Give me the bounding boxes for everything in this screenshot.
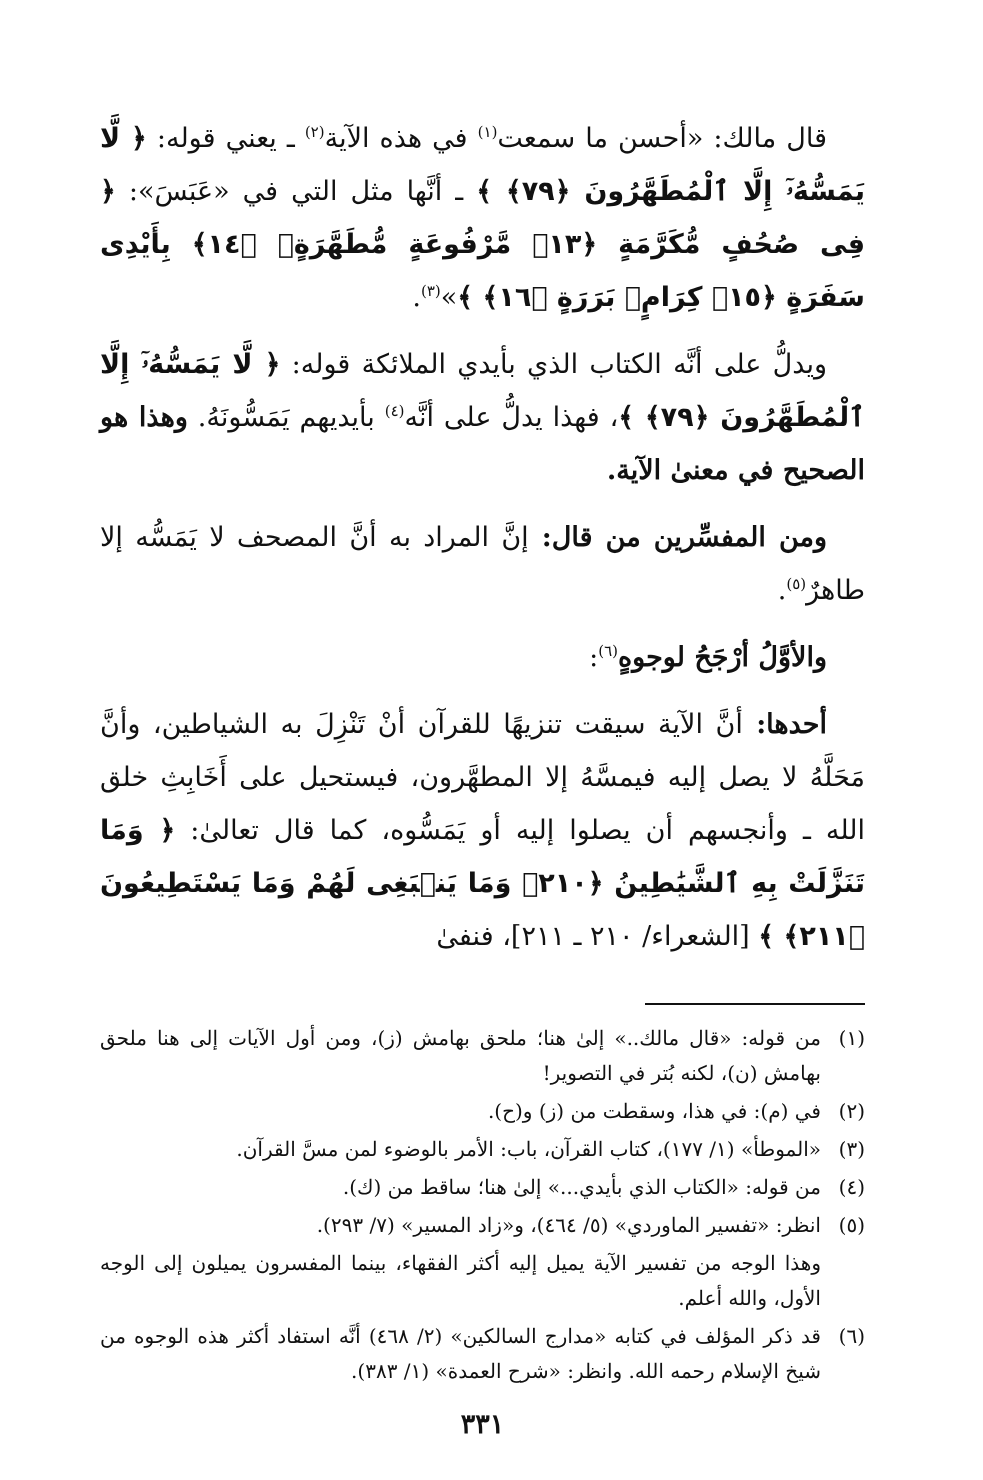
text-span: ـ أنَّها مثل التي في «عَبَسَ»:: [115, 176, 477, 207]
bold-text: والأوَّلُ أرْجَحُ لوجوهٍ: [617, 642, 827, 673]
book-page: [100, 112, 865, 1440]
footnote-ref: (٦): [598, 642, 618, 660]
text-span: .: [777, 575, 787, 606]
footnote-text: من قوله: «قال مالك..» إلىٰ هنا؛ ملحق بهامش (ز)، ومن أول الآيات إلى هنا ملحق بهامش (ن)، لكنه بُتر في التصوير!: [100, 1026, 821, 1085]
text-span: .: [412, 282, 421, 313]
footnote-number: (٥): [838, 1213, 865, 1237]
footnote-item: [100, 1021, 865, 1091]
footnote-ref: (٢): [304, 123, 325, 141]
text-span: بأيديهم يَمَسُّونَهُ.: [187, 402, 385, 433]
footnote-ref: (٤): [384, 402, 405, 420]
footnote-item: [100, 1132, 865, 1167]
footnote-number: (٤): [838, 1175, 865, 1199]
footnote-divider-wrap: [100, 1003, 865, 1005]
text-span: :: [589, 642, 599, 673]
text-span: إنَّ المراد به أنَّ المصحف لا يَمَسُّه إلا طاهرٌ: [100, 522, 865, 606]
footnote-text: «الموطأ» (١/ ١٧٧)، كتاب القرآن، باب: الأمر بالوضوء لمن مسَّ القرآن.: [236, 1137, 821, 1161]
footnote-continuation: وهذا الوجه من تفسير الآية يميل إليه أكثر الفقهاء، بينما المفسرون يميلون إلى الوجه الأول، والله أعلم.: [100, 1251, 821, 1310]
text-span: ويدلُّ على أنَّه الكتاب الذي بأيدي الملائكة قوله:: [280, 349, 828, 380]
footnote-text: قد ذكر المؤلف في كتابه «مدارج السالكين» (٢/ ٤٦٨) أنَّه استفاد أكثر هذه الوجوه من شيخ الإسلام رحمه الله. وانظر: «شرح العمدة» (١/ ٣٨٣).: [100, 1324, 821, 1383]
text-span: ـ يعني قوله:: [146, 123, 305, 154]
main-text: [100, 112, 865, 963]
text-span: في هذه الآية: [324, 123, 478, 154]
footnote-number: (٢): [838, 1099, 865, 1123]
text-span: ، فهذا يدلُّ على أنَّه: [404, 402, 619, 433]
paragraph-2: [100, 338, 865, 497]
footnote-text: في (م): في هذا، وسقطت من (ز) و(ح).: [487, 1099, 821, 1123]
text-span: »: [440, 282, 458, 313]
footnote-item: [100, 1208, 865, 1243]
paragraph-3: [100, 511, 865, 617]
paragraph-1: [100, 112, 865, 324]
footnote-ref: (٥): [786, 575, 807, 593]
paragraph-5: [100, 698, 865, 963]
footnote-item: [100, 1094, 865, 1129]
footnote-text: انظر: «تفسير الماوردي» (٥/ ٤٦٤)، و«زاد المسير» (٧/ ٢٩٣).: [316, 1213, 821, 1237]
quran-verse: ﴿ لَّا يَمَسُّهُۥٓ إِلَّا ٱلْمُطَهَّرُونَ ﴿٧٩﴾ ﴾: [100, 123, 866, 207]
quran-verse: ﴿ وَمَا تَنَزَّلَتْ بِهِ ٱلشَّيَٰطِينُ ﴿٢١٠﴾ وَمَا يَنۢبَغِى لَهُمْ وَمَا يَسْتَطِيعُونَ ﴿٢١١﴾ ﴾: [100, 815, 865, 952]
footnote-number: (٦): [838, 1324, 865, 1348]
text-span: أنَّ الآية سيقت تنزيهًا للقرآن أنْ تَنْزِلَ به الشياطين، وأنَّ مَحَلَّهُ لا يصل إليه فيمسَّهُ إلا المطهَّرون، فيستحيل على أَخَابِثِ خلق الله ـ وأنجسهم أن يصلوا إليه أو يَمَسُّوه، كما قال تعالىٰ:: [100, 709, 866, 846]
footnote-ref: (٣): [420, 282, 441, 300]
bold-text: ومن المفسِّرين من قال:: [528, 522, 827, 553]
footnote-number: (١): [838, 1026, 865, 1050]
footnote-text: من قوله: «الكتاب الذي بأيدي...» إلىٰ هنا؛ ساقط من (ك).: [342, 1175, 821, 1199]
quran-verse: ﴿ فِى صُحُفٍ مُّكَرَّمَةٍ ﴿١٣﴾ مَّرْفُوعَةٍ مُّطَهَّرَةٍۭ ﴿١٤﴾ بِأَيْدِى سَفَرَةٍ ﴿١٥﴾ كِرَامٍۭ بَرَرَةٍ ﴿١٦﴾ ﴾: [100, 176, 865, 313]
bold-text: أحدها:: [742, 709, 827, 740]
footnote-ref: (١): [477, 123, 498, 141]
footnote-item: [100, 1319, 865, 1389]
paragraph-4: [100, 631, 865, 684]
footnotes: [100, 1021, 865, 1389]
footnote-item: [100, 1170, 865, 1205]
bold-text: وهذا هو الصحيح في معنىٰ الآية.: [100, 402, 865, 486]
footnote-divider: [645, 1003, 865, 1005]
page-number: ٣٣١: [460, 1409, 505, 1440]
text-span: [الشعراء/ ٢١٠ ـ ٢١١]، فنفىٰ: [436, 921, 759, 952]
text-span: قال مالك: «أحسن ما سمعت: [497, 123, 827, 154]
quran-verse: ﴿ لَّا يَمَسُّهُۥٓ إِلَّا ٱلْمُطَهَّرُونَ ﴿٧٩﴾ ﴾: [100, 349, 866, 433]
footnote-number: (٣): [838, 1137, 865, 1161]
